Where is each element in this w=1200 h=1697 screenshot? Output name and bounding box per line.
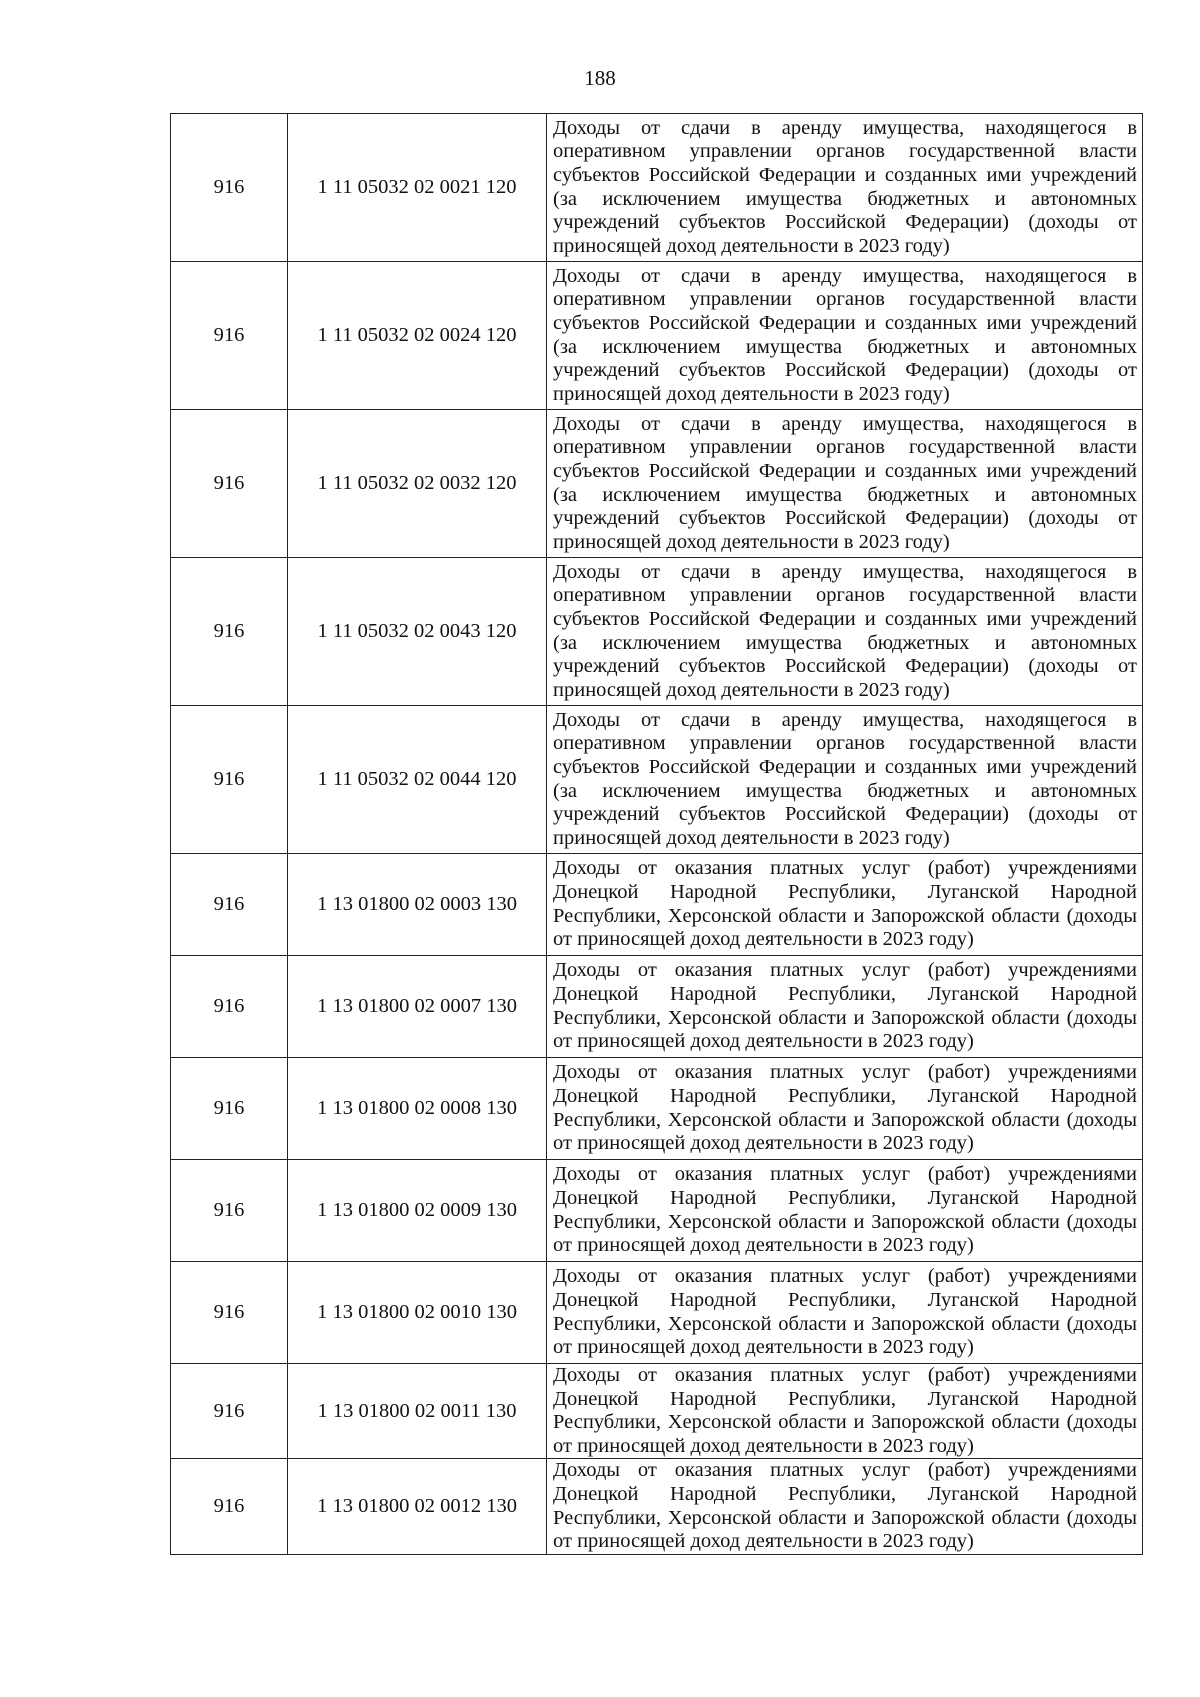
admin-code-cell: 916 bbox=[171, 114, 288, 262]
table-row bbox=[171, 410, 1143, 558]
table-row bbox=[171, 1160, 1143, 1262]
table-row bbox=[171, 262, 1143, 410]
budget-code-cell: 1 11 05032 02 0024 120 bbox=[288, 262, 547, 410]
description-cell: Доходы от оказания платных услуг (работ) учреждениями Донецкой Народной Республики, Луганской Народной Республики, Херсонской области и Запорожской области (доходы от приносящей доход деятельности в 2023 году) bbox=[547, 956, 1143, 1058]
budget-code-cell: 1 11 05032 02 0043 120 bbox=[288, 558, 547, 706]
admin-code-cell: 916 bbox=[171, 854, 288, 956]
description-cell: Доходы от оказания платных услуг (работ) учреждениями Донецкой Народной Республики, Луганской Народной Республики, Херсонской области и Запорожской области (доходы от приносящей доход деятельности в 2023 году) bbox=[547, 1364, 1143, 1459]
table-row bbox=[171, 1058, 1143, 1160]
description-cell: Доходы от оказания платных услуг (работ) учреждениями Донецкой Народной Республики, Луганской Народной Республики, Херсонской области и Запорожской области (доходы от приносящей доход деятельности в 2023 году) bbox=[547, 1058, 1143, 1160]
description-cell: Доходы от сдачи в аренду имущества, находящегося в оперативном управлении органов государственной власти субъектов Российской Федерации и созданных ими учреждений (за исключением имущества бюджетных и автономных учреждений субъектов Российской Федерации) (доходы от приносящей доход деятельности в 2023 году) bbox=[547, 410, 1143, 558]
table-row bbox=[171, 558, 1143, 706]
budget-code-cell: 1 13 01800 02 0007 130 bbox=[288, 956, 547, 1058]
table-row bbox=[171, 706, 1143, 854]
admin-code-cell: 916 bbox=[171, 1262, 288, 1364]
budget-code-cell: 1 11 05032 02 0044 120 bbox=[288, 706, 547, 854]
description-cell: Доходы от сдачи в аренду имущества, находящегося в оперативном управлении органов государственной власти субъектов Российской Федерации и созданных ими учреждений (за исключением имущества бюджетных и автономных учреждений субъектов Российской Федерации) (доходы от приносящей доход деятельности в 2023 году) bbox=[547, 262, 1143, 410]
admin-code-cell: 916 bbox=[171, 956, 288, 1058]
description-cell: Доходы от оказания платных услуг (работ) учреждениями Донецкой Народной Республики, Луганской Народной Республики, Херсонской области и Запорожской области (доходы от приносящей доход деятельности в 2023 году) bbox=[547, 1459, 1143, 1554]
description-cell: Доходы от оказания платных услуг (работ) учреждениями Донецкой Народной Республики, Луганской Народной Республики, Херсонской области и Запорожской области (доходы от приносящей доход деятельности в 2023 году) bbox=[547, 1262, 1143, 1364]
admin-code-cell: 916 bbox=[171, 1459, 288, 1554]
admin-code-cell: 916 bbox=[171, 706, 288, 854]
admin-code-cell: 916 bbox=[171, 558, 288, 706]
admin-code-cell: 916 bbox=[171, 1160, 288, 1262]
table-row bbox=[171, 1364, 1143, 1459]
description-cell: Доходы от оказания платных услуг (работ) учреждениями Донецкой Народной Республики, Луганской Народной Республики, Херсонской области и Запорожской области (доходы от приносящей доход деятельности в 2023 году) bbox=[547, 1160, 1143, 1262]
page-number: 188 bbox=[584, 66, 616, 90]
description-cell: Доходы от оказания платных услуг (работ) учреждениями Донецкой Народной Республики, Луганской Народной Республики, Херсонской области и Запорожской области (доходы от приносящей доход деятельности в 2023 году) bbox=[547, 854, 1143, 956]
budget-code-cell: 1 13 01800 02 0009 130 bbox=[288, 1160, 547, 1262]
budget-code-cell: 1 13 01800 02 0011 130 bbox=[288, 1364, 547, 1459]
admin-code-cell: 916 bbox=[171, 410, 288, 558]
admin-code-cell: 916 bbox=[171, 1364, 288, 1459]
description-cell: Доходы от сдачи в аренду имущества, находящегося в оперативном управлении органов государственной власти субъектов Российской Федерации и созданных ими учреждений (за исключением имущества бюджетных и автономных учреждений субъектов Российской Федерации) (доходы от приносящей доход деятельности в 2023 году) bbox=[547, 114, 1143, 262]
table-row bbox=[171, 1262, 1143, 1364]
budget-code-cell: 1 13 01800 02 0008 130 bbox=[288, 1058, 547, 1160]
table-row bbox=[171, 956, 1143, 1058]
table-row bbox=[171, 114, 1143, 262]
admin-code-cell: 916 bbox=[171, 1058, 288, 1160]
revenue-code-table bbox=[170, 113, 1143, 1555]
table-row bbox=[171, 854, 1143, 956]
budget-code-cell: 1 11 05032 02 0021 120 bbox=[288, 114, 547, 262]
table-row bbox=[171, 1459, 1143, 1554]
description-cell: Доходы от сдачи в аренду имущества, находящегося в оперативном управлении органов государственной власти субъектов Российской Федерации и созданных ими учреждений (за исключением имущества бюджетных и автономных учреждений субъектов Российской Федерации) (доходы от приносящей доход деятельности в 2023 году) bbox=[547, 558, 1143, 706]
budget-code-cell: 1 11 05032 02 0032 120 bbox=[288, 410, 547, 558]
budget-code-cell: 1 13 01800 02 0012 130 bbox=[288, 1459, 547, 1554]
description-cell: Доходы от сдачи в аренду имущества, находящегося в оперативном управлении органов государственной власти субъектов Российской Федерации и созданных ими учреждений (за исключением имущества бюджетных и автономных учреждений субъектов Российской Федерации) (доходы от приносящей доход деятельности в 2023 году) bbox=[547, 706, 1143, 854]
budget-code-cell: 1 13 01800 02 0003 130 bbox=[288, 854, 547, 956]
budget-code-cell: 1 13 01800 02 0010 130 bbox=[288, 1262, 547, 1364]
admin-code-cell: 916 bbox=[171, 262, 288, 410]
